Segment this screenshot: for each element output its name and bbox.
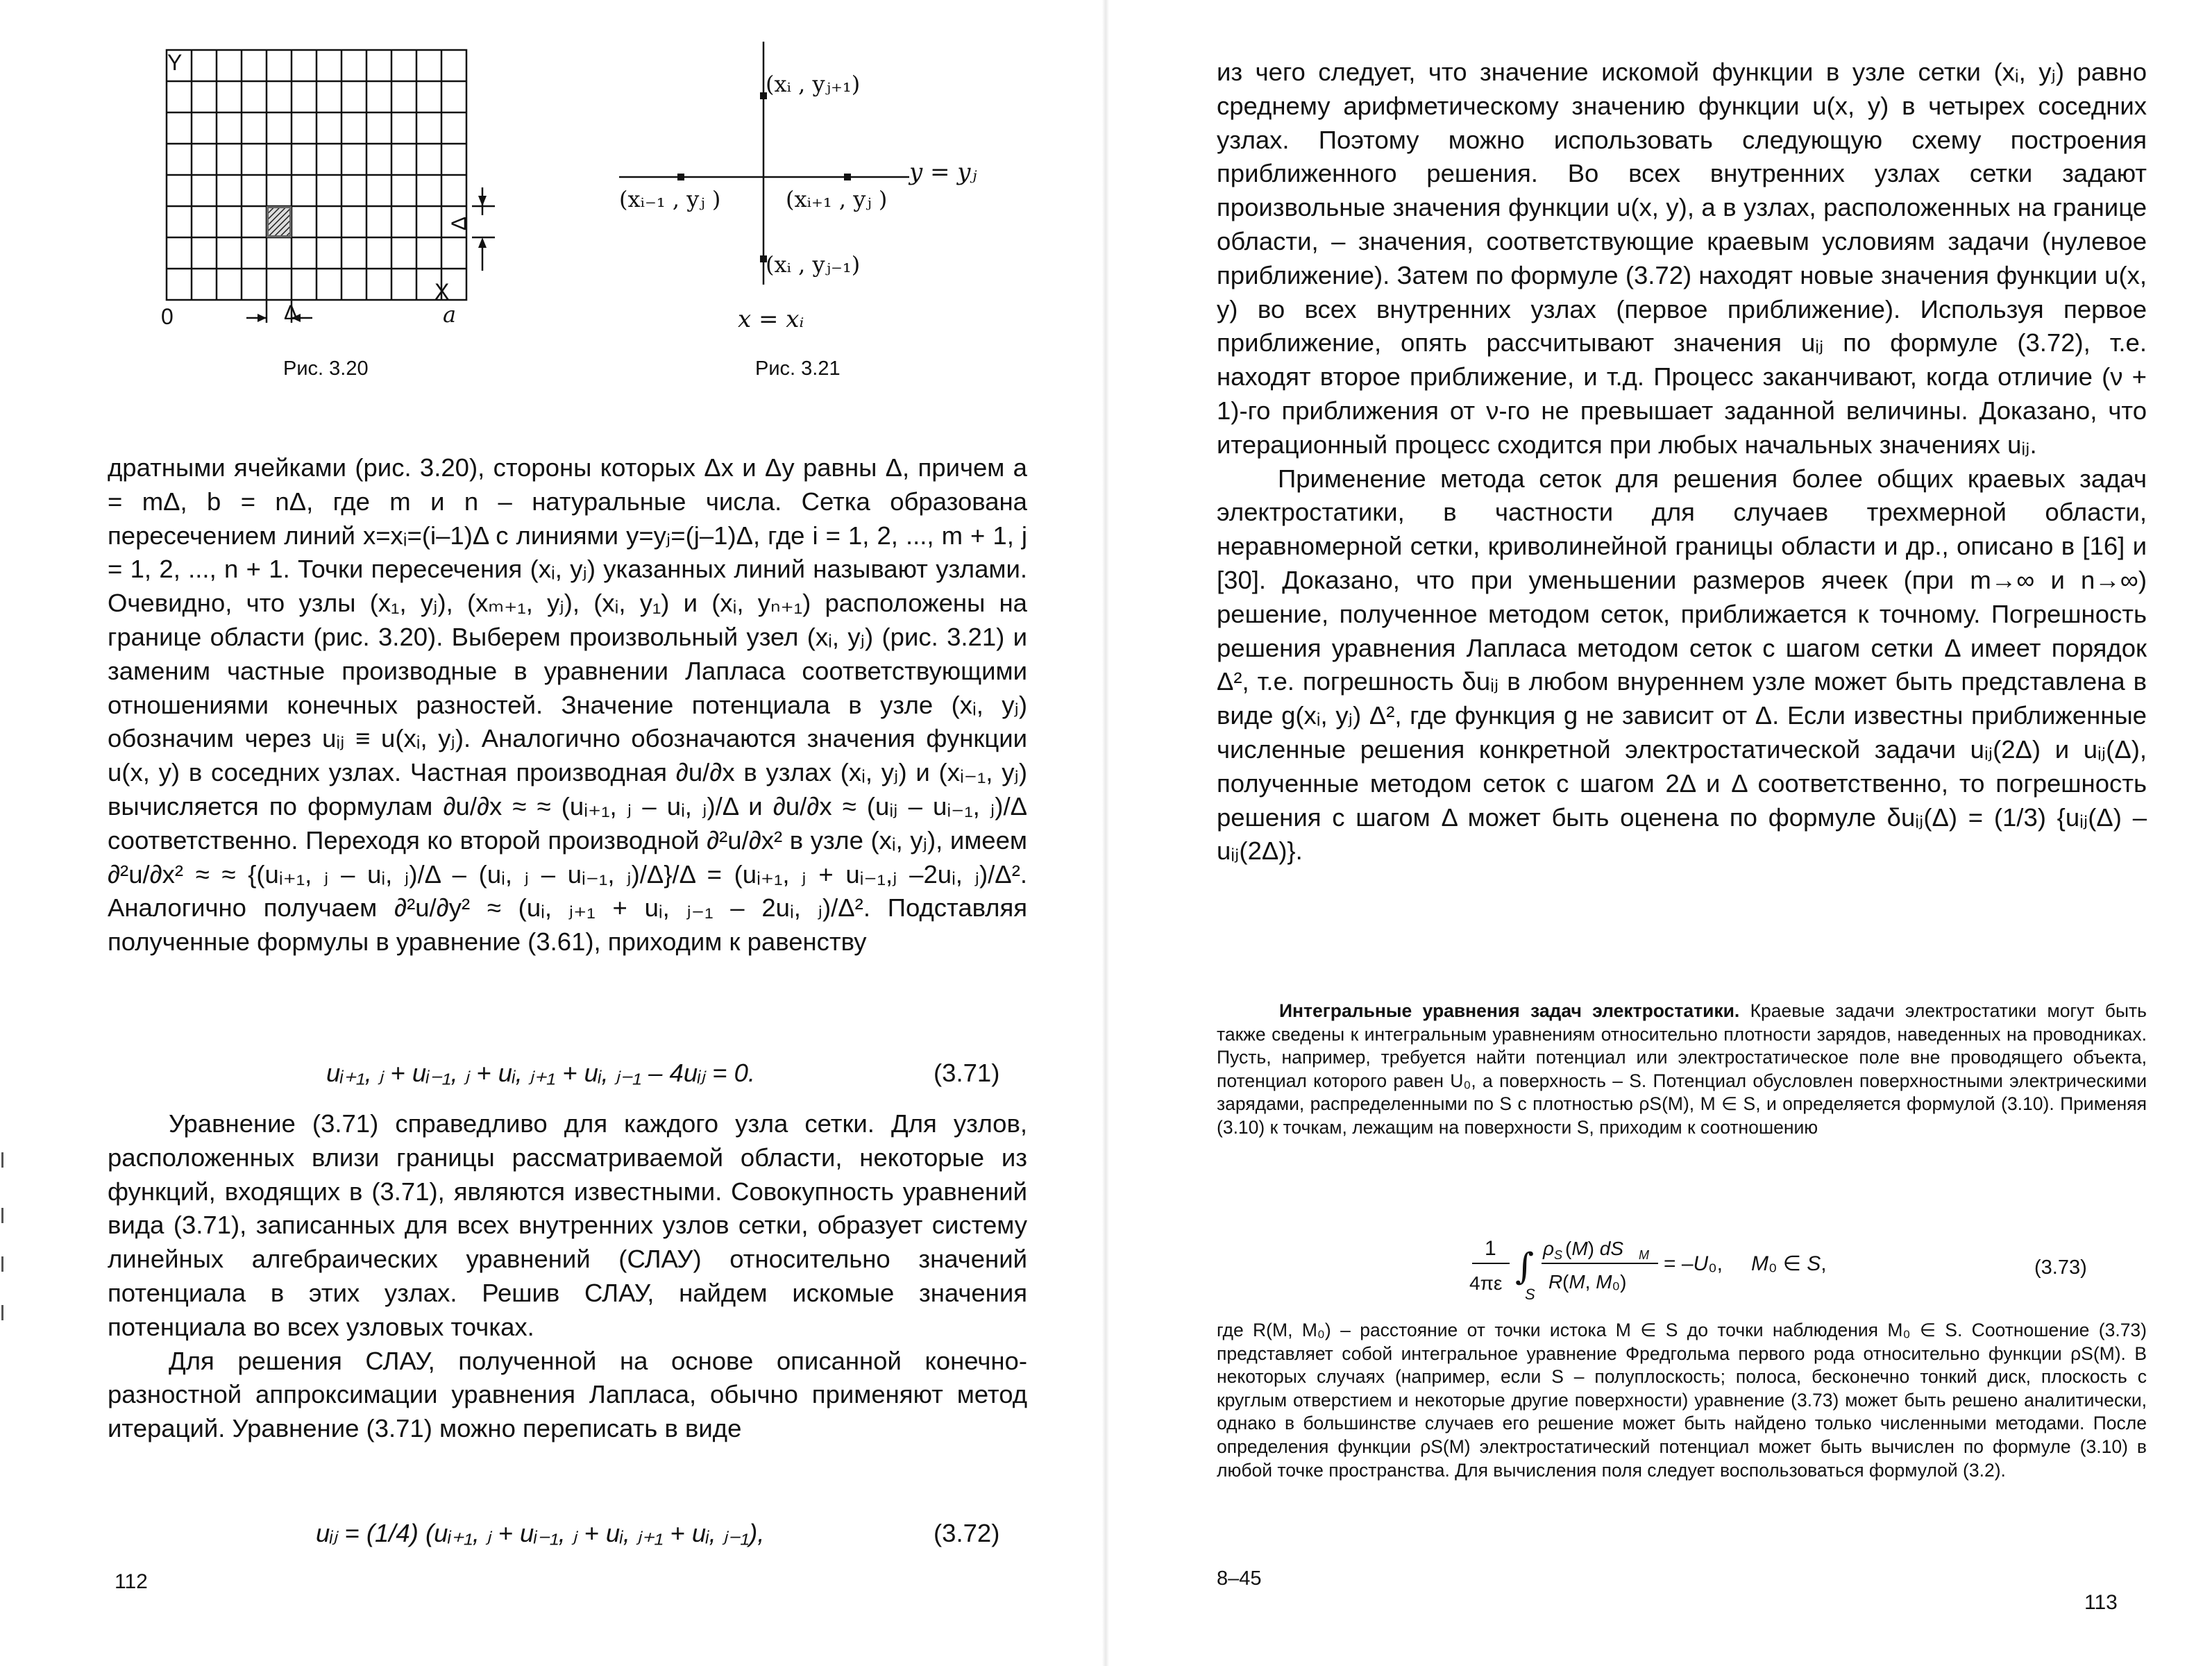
horizontal-line-label: y = yⱼ bbox=[909, 158, 977, 186]
vertical-line-label: x = xᵢ bbox=[738, 305, 804, 333]
equation-3-73-formula bbox=[1467, 1230, 1966, 1306]
figure-caption-3-20: Рис. 3.20 bbox=[283, 357, 369, 380]
svg-text:S: S bbox=[1525, 1286, 1535, 1303]
delta-side-label: Δ bbox=[448, 216, 471, 231]
right-text-block-1 bbox=[1217, 56, 2147, 868]
svg-text:S: S bbox=[1554, 1248, 1563, 1262]
left-paragraph-3: Для решения СЛАУ, полученной на основе описанной конечно-разностной аппроксимации уравнения Лапласа, обычно применяют метод итераций. Уравнение (3.71) можно переписать в виде bbox=[108, 1346, 1027, 1443]
signature-mark: 8–45 bbox=[1217, 1567, 1262, 1590]
small-paragraph-1: Краевые задачи электростатики могут быть также сведены к интегральным уравнениям относительно плотности зарядов, наведенных на проводниках. Пусть, например, требуется найти потенциал или электростатическое поле вне проводящего объекта, потенциал которого равен U₀, а поверхность – S. Потенциал обусловлен поверхностными электрическими зарядами, распределенными по S с плотностью ρS(M), M ∈ S, и определяется формулой (3.10). Применяя (3.10) к точкам, лежащим на поверхности S, приходим к соотношению bbox=[1217, 1000, 2147, 1138]
right-paragraph-2: Применение метода сеток для решения более общих краевых задач электростатики, в частности для случаев трехмерной области, неравномерной сетки, криволинейной границы области и др., описано в [16] и [30]. Доказано, что при уменьшении размеров ячеек (при m→∞ и n→∞) решение, полученное методом сеток, приближается к точному. Погрешность решения уравнения Лапласа методом сеток с шагом сетки Δ имеет порядок Δ², т.е. погрешность δuᵢⱼ в любом внуреннем узле может быть представлена в виде g(xᵢ, yⱼ) Δ², где функция g не зависит от Δ. Если известны приближенные численные решения конкретной электростатической задачи uᵢⱼ(2Δ) и uᵢⱼ(Δ), полученные методом сеток с шагом 2Δ и Δ соответственно, то погрешность решения с шагом Δ может быть оценена по формуле δuᵢⱼ(Δ) = (1/3) {uᵢⱼ(Δ) – uᵢⱼ(2Δ)}. bbox=[1217, 464, 2147, 866]
node-right-label: (xᵢ₊₁ , yⱼ ) bbox=[786, 186, 888, 212]
origin-label: 0 bbox=[161, 304, 174, 329]
svg-text:M₀ ∈ S,: M₀ ∈ S, bbox=[1751, 1252, 1827, 1275]
page-number-right: 113 bbox=[2084, 1591, 2118, 1614]
svg-text:ρ: ρ bbox=[1543, 1238, 1555, 1259]
equation-3-71: uᵢ₊₁, ⱼ + uᵢ₋₁, ⱼ + uᵢ, ⱼ₊₁ + uᵢ, ⱼ₋₁ – 4uᵢⱼ = 0. bbox=[326, 1059, 756, 1087]
page-number-left: 112 bbox=[115, 1570, 148, 1593]
left-paragraph-1: дратными ячейками (рис. 3.20), стороны которых Δx и Δy равны Δ, причем a = mΔ, b = nΔ, где m и n – натуральные числа. Сетка образована пересечением линий x=xᵢ=(i–1)Δ с линиями y=yⱼ=(j–1)Δ, где i = 1, 2, ..., m + 1, j = 1, 2, ..., n + 1. Точки пересечения (xᵢ, yⱼ) указанных линий называют узлами. Очевидно, что узлы (x₁, yⱼ), (xₘ₊₁, yⱼ), (xᵢ, y₁) и (xᵢ, yₙ₊₁) расположены на границе области (рис. 3.20). Выберем произвольный узел (xᵢ, yⱼ) (рис. 3.21) и заменим частные производные в уравнении Лапласа соответствующими отношениями конечных разностей. Значение потенциала в узле (xᵢ, yⱼ) обозначим через uᵢⱼ ≡ u(xᵢ, yⱼ). Аналогично обозначаются значения функции u(x, y) в соседних узлах. Частная производная ∂u/∂x в узлах (xᵢ, yⱼ) и (xᵢ₋₁, yⱼ) вычисляется по формулам ∂u/∂x ≈ ≈ (uᵢ₊₁, ⱼ – uᵢ, ⱼ)/Δ и ∂u/∂x ≈ (uᵢⱼ – uᵢ₋₁, ⱼ)/Δ соответственно. Переходя ко второй производной ∂²u/∂x² в узле (xᵢ, yⱼ), имеем ∂²u/∂x² ≈ ≈ {(uᵢ₊₁, ⱼ – uᵢ, ⱼ)/Δ – (uᵢ, ⱼ – uᵢ₋₁, ⱼ)/Δ}/Δ = (uᵢ₊₁, ⱼ + uᵢ₋₁,ⱼ –2uᵢ, ⱼ)/Δ². Аналогично получаем ∂²u/∂y² ≈ (uᵢ, ⱼ₊₁ + uᵢ, ⱼ₋₁ – 2uᵢ, ⱼ)/Δ². Подставляя полученные формулы в уравнение (3.61), приходим к равенству bbox=[108, 453, 1027, 957]
node-bottom-label: (xᵢ , yⱼ₋₁) bbox=[766, 251, 861, 278]
axis-label-x: X bbox=[434, 279, 450, 304]
grid-diagram bbox=[156, 42, 545, 333]
small-paragraph-2: где R(M, M₀) – расстояние от точки истока M ∈ S до точки наблюдения M₀ ∈ S. Соотношение (3.73) представляет собой интегральное уравнение Фредгольма первого рода относительно функции ρS(M). В некоторых случаях (например, если S – полуплоскость; полоса, бесконечно тонкий диск, плоскость с круглым отверстием и некоторые другие поверхности) уравнение (3.73) может быть решено аналитически, однако в большинстве случаев его решение может быть найдено только численными методами. После определения функции ρS(M) электростатический потенциал может быть вычислен по формуле (3.10) в любой точке пространства. Для вычисления поля следует воспользоваться формулой (3.2). bbox=[1217, 1320, 2147, 1481]
svg-text:4πε: 4πε bbox=[1469, 1272, 1503, 1294]
node-left-label: (xᵢ₋₁ , yⱼ ) bbox=[619, 186, 721, 212]
axis-label-y: Y bbox=[167, 50, 183, 75]
node-top-label: (xᵢ , yⱼ₊₁) bbox=[766, 71, 861, 97]
delta-bottom-label: Δ bbox=[284, 301, 298, 324]
svg-text:∫: ∫ bbox=[1515, 1246, 1535, 1288]
right-small-block-1 bbox=[1217, 1000, 2147, 1140]
svg-text:= –U₀,: = –U₀, bbox=[1664, 1252, 1723, 1275]
left-text-block-1 bbox=[108, 451, 1027, 959]
integral-equations-paragraph bbox=[1217, 1000, 2147, 1140]
svg-text:M: M bbox=[1639, 1248, 1649, 1262]
right-paragraph-1: из чего следует, что значение искомой функции в узле сетки (xᵢ, yⱼ) равно среднему арифметическому значению функции u(x, y) в четырех соседних узлах. Поэтому можно использовать следующую схему построения приближенного решения. Во всех внутренних узлах сетки задают произвольные значения функции u(x, y), а в узлах, расположенных на границе области, – значения, соответствующие краевым условиям задачи (нулевое приближение). Затем по формуле (3.72) находят новые значения функции u(x, y) во всех внутренних узлах (первое приближение). Используя первое приближение, опять рассчитывают значения uᵢⱼ по формуле (3.72), т.е. находят второе приближение, и т.д. Процесс заканчивают, когда отличие (ν + 1)-го приближения от ν-го не превышает заданной величины. Доказано, что итерационный процесс сходится при любых начальных значениях uᵢⱼ. bbox=[1217, 58, 2147, 459]
equation-number-3-73: (3.73) bbox=[2034, 1256, 2087, 1279]
svg-text:(M, M₀): (M, M₀) bbox=[1562, 1271, 1627, 1293]
svg-text:(M) dS: (M) dS bbox=[1565, 1238, 1624, 1259]
right-small-block-2 bbox=[1217, 1319, 2147, 1482]
width-label-a: a bbox=[443, 301, 457, 328]
right-page bbox=[1106, 0, 2212, 1666]
svg-text:R: R bbox=[1548, 1271, 1563, 1293]
hatched-cell bbox=[267, 206, 292, 237]
left-paragraph-2: Уравнение (3.71) справедливо для каждого узла сетки. Для узлов, расположенных влизи границы рассматриваемой области, некоторые из функций, входящих в (3.71), являются известными. Совокупность уравнений вида (3.71), записанных для всех внутренних узлов сетки, образует систему линейных алгебраических уравнений (СЛАУ) относительно значений потенциала в этих узлах. Решив СЛАУ, найдем искомые значения потенциала во всех узловых точках. bbox=[108, 1109, 1027, 1341]
left-text-block-2 bbox=[108, 1107, 1027, 1446]
figure-caption-3-21: Рис. 3.21 bbox=[755, 357, 841, 380]
svg-text:1: 1 bbox=[1485, 1237, 1496, 1260]
equation-number-3-71: (3.71) bbox=[934, 1059, 1000, 1087]
equation-3-72: uᵢⱼ = (1/4) (uᵢ₊₁, ⱼ + uᵢ₋₁, ⱼ + uᵢ, ⱼ₊₁ + uᵢ, ⱼ₋₁), bbox=[316, 1519, 765, 1547]
section-heading: Интегральные уравнения задач электростатики. bbox=[1279, 1000, 1740, 1021]
equation-number-3-72: (3.72) bbox=[934, 1519, 1000, 1547]
